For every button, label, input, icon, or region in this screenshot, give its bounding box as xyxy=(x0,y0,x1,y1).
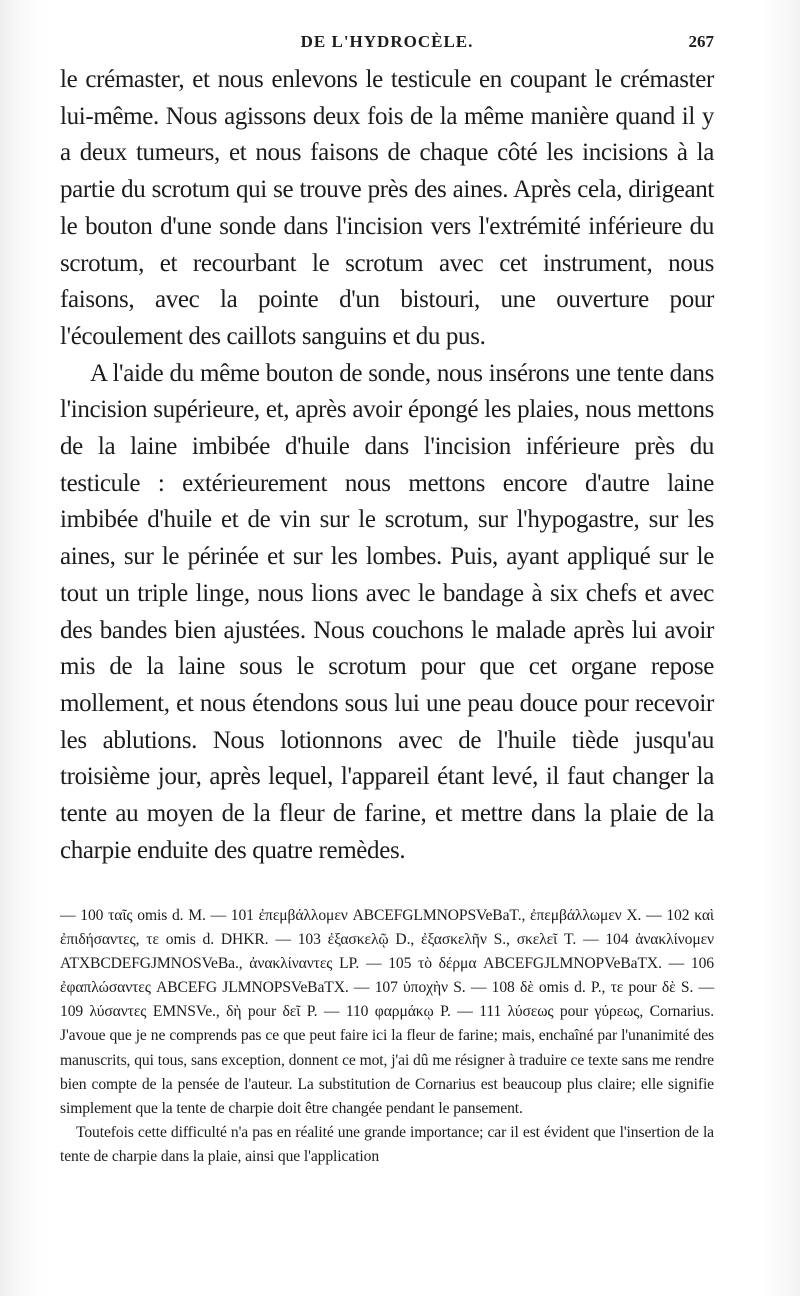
running-head xyxy=(60,32,714,56)
main-text xyxy=(60,62,714,869)
body-paragraph: le crémaster, et nous enlevons le testicule en coupant le crémaster lui-même. Nous agissons deux fois de la même manière quand il y a deux tumeurs, et nous faisons de chaque côté les incisions à la partie du scrotum qui se trouve près des aines. Après cela, dirigeant le bouton d'une sonde dans l'incision vers l'extrémité inférieure du scrotum, et recourbant le scrotum avec cet instrument, nous faisons, avec la pointe d'un bistouri, une ouverture pour l'écoulement des caillots sanguins et du pus. xyxy=(60,66,714,350)
page-number: 267 xyxy=(688,32,714,51)
body-paragraph: A l'aide du même bouton de sonde, nous insérons une tente dans l'incision supérieure, et, après avoir épongé les plaies, nous mettons de la laine imbibée d'huile dans l'incision inférieure près du testicule : extérieurement nous mettons encore d'autre laine imbibée d'huile et de vin sur le scrotum, sur l'hypogastre, sur les aines, sur le périnée et sur les lombes. Puis, ayant appliqué sur le tout un triple linge, nous lions avec le bandage à six chefs et avec des bandes bien ajustées. Nous couchons le malade après lui avoir mis de la laine sous le scrotum pour que cet organe repose mollement, et nous étendons sous lui une peau douce pour recevoir les ablutions. Nous lotionnons avec de l'huile tiède jusqu'au troisième jour, après lequel, l'appareil étant levé, il faut changer la tente au moyen de la fleur de farine, et mettre dans la plaie de la charpie enduite des quatre remèdes. xyxy=(60,359,714,864)
footnote-paragraph: — 100 ταῖς omis d. M. — 101 ἐπεμβάλλομεν ABCEFGLMNOPSVeBaT., ἐπεμβάλλωμεν X. — 102 καὶ ἐπιδήσαντες, τε omis d. DHKR. — 103 ἐξασκελῷ D., ἐξασκελῆν S., σκελεῖ T. — 104 ἀνακλίνομεν ATXBCDEFGJMNOSVeBa., ἀνακλίναντες LP. — 105 τὸ δέρμα ABCEFGJLMNOPVeBaTX. — 106 ἐφαπλώσαντες ABCEFG JLMNOPSVeBaTX. — 107 ὑποχὴν S. — 108 δὲ omis d. P., τε pour δὲ S. — 109 λύσαντες EMNSVe., δὴ pour δεῖ P. — 110 φαρμάκῳ P. — 111 λύσεως pour γύρεως, Cornarius. J'avoue que je ne comprends pas ce que peut faire ici la fleur de farine; mais, enchaîné par l'unanimité des manuscrits, qui tous, sans exception, donnent ce mot, j'ai dû me résigner à traduire ce texte sans me rendre bien compte de la pensée de l'auteur. La substitution de Cornarius est beaucoup plus claire; elle signifie simplement que la tente de charpie doit être changée pendant le pansement. xyxy=(60,907,714,1117)
running-title: DE L'HYDROCÈLE. xyxy=(300,32,474,51)
footnotes xyxy=(60,904,714,1169)
footnote-paragraph: Toutefois cette difficulté n'a pas en réalité une grande importance; car il est évident que l'insertion de la tente de charpie dans la plaie, ainsi que l'application xyxy=(60,1123,714,1165)
